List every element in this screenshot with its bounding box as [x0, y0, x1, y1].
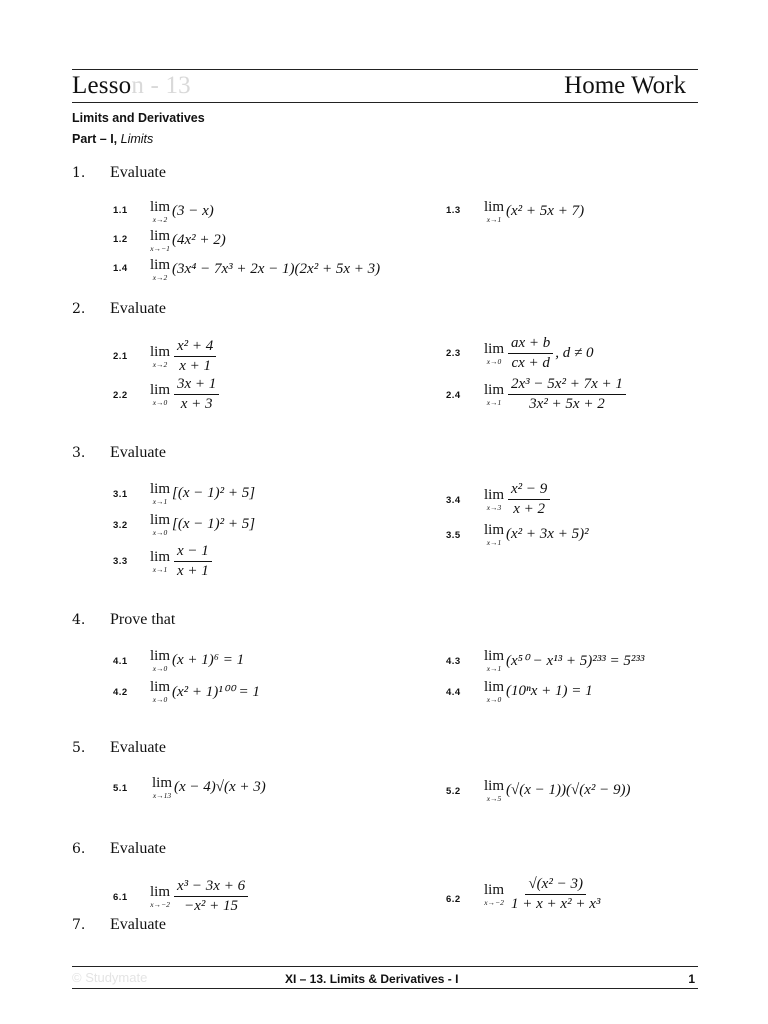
expression: (4x² + 2) [172, 232, 226, 249]
problem-1-3 [484, 200, 584, 224]
subtitle: Limits and Derivatives [72, 111, 205, 125]
expression: (√(x − 1))(√(x² − 9)) [506, 782, 631, 799]
problem-number: 5.2 [446, 786, 461, 797]
problem-6-2 [484, 876, 605, 914]
problem-number: 4.1 [113, 656, 128, 667]
problem-3-3 [150, 543, 214, 581]
problem-3-4 [484, 481, 552, 519]
limit-operator: lim x→−2 [150, 884, 171, 909]
question-number: 5. [72, 740, 86, 756]
limit-operator: lim x→5 [484, 778, 505, 803]
problem-number: 6.1 [113, 892, 128, 903]
expression: (x² + 5x + 7) [506, 203, 585, 220]
question-text: Evaluate [110, 916, 166, 933]
limit-operator: lim x→1 [484, 199, 505, 224]
problem-number: 2.1 [113, 351, 128, 362]
question-text: Evaluate [110, 840, 166, 857]
problem-number: 2.3 [446, 348, 461, 359]
expression: (x − 4)√(x + 3) [174, 779, 266, 796]
footer-top-rule [72, 966, 698, 967]
limit-operator: lim x→1 [484, 382, 505, 407]
problem-number: 4.3 [446, 656, 461, 667]
expression: (10ⁿx + 1) = 1 [506, 683, 593, 700]
problem-number: 2.2 [113, 390, 128, 401]
question-text: Evaluate [110, 300, 166, 317]
problem-4-4 [484, 680, 593, 704]
problem-number: 1.1 [113, 205, 128, 216]
footer-bottom-rule [72, 988, 698, 989]
problem-2-3 [484, 335, 594, 373]
limit-operator: lim x→0 [150, 382, 171, 407]
fraction: $\frac{x - 1}{x + 1}$ [174, 543, 212, 581]
fraction: $\frac{ax + b}{cx + d}$ [508, 335, 553, 373]
footer-watermark: © Studymate [72, 970, 148, 985]
footer-title: XI – 13. Limits & Derivatives - I [285, 972, 459, 986]
problem-number: 2.4 [446, 390, 461, 401]
problem-3-1 [150, 482, 255, 506]
expression: [(x − 1)² + 5] [172, 516, 256, 533]
problem-4-3 [484, 649, 644, 673]
problem-4-1 [150, 649, 244, 673]
limit-operator: lim x→3 [484, 487, 505, 512]
lesson-title-faded: n - 13 [131, 72, 191, 99]
question-number: 6. [72, 841, 86, 857]
part-label [72, 132, 153, 146]
expression: (x² + 1)¹⁰⁰ = 1 [172, 684, 260, 701]
problem-5-1 [152, 776, 266, 800]
fraction: $\frac{\text{2x³ − 5x² + 7x + 1}}{\text{3x² + 5x + 2}}$ [508, 376, 626, 414]
problem-number: 4.4 [446, 687, 461, 698]
limit-operator: lim x→2 [150, 257, 171, 282]
header-top-rule [72, 69, 698, 70]
problem-2-2 [150, 376, 221, 414]
expression: (x² + 3x + 5)² [506, 526, 589, 543]
problem-number: 1.4 [113, 263, 128, 274]
limit-operator: lim x→0 [484, 341, 505, 366]
expression: [(x − 1)² + 5] [172, 485, 256, 502]
problem-2-4 [484, 376, 628, 414]
question-text: Evaluate [110, 739, 166, 756]
problem-number: 3.5 [446, 530, 461, 541]
expression: (x + 1)⁶ = 1 [172, 652, 245, 669]
question-number: 7. [72, 917, 86, 933]
limit-operator: lim x→2 [150, 199, 171, 224]
problem-3-2 [150, 513, 255, 537]
question-number: 4. [72, 612, 86, 628]
question-number: 3. [72, 445, 86, 461]
limit-operator: lim x→0 [150, 679, 171, 704]
lesson-title [72, 72, 191, 100]
problem-6-1 [150, 878, 250, 916]
limit-operator: lim x→2 [150, 344, 171, 369]
fraction: $\frac{3x + 1}{x + 3}$ [174, 376, 219, 414]
limit-operator: lim x→13 [152, 775, 173, 800]
problem-1-1 [150, 200, 214, 224]
problem-1-4 [150, 258, 380, 282]
problem-2-1 [150, 338, 218, 376]
problem-number: 4.2 [113, 687, 128, 698]
limit-operator: lim x→0 [484, 679, 505, 704]
question-text: Evaluate [110, 164, 166, 181]
header-bottom-rule [72, 102, 698, 103]
problem-1-2 [150, 229, 226, 253]
lesson-title-text: Lesso [72, 72, 132, 99]
limit-operator: lim x→0 [150, 512, 171, 537]
expression: (3 − x) [172, 203, 214, 220]
limit-operator: lim x→1 [484, 648, 505, 673]
question-text: Evaluate [110, 444, 166, 461]
problem-number: 3.2 [113, 520, 128, 531]
problem-number: 5.1 [113, 783, 128, 794]
problem-number: 6.2 [446, 894, 461, 905]
question-text: Prove that [110, 611, 176, 628]
limit-operator: lim x→1 [150, 481, 171, 506]
fraction: $\frac{\text{√(x² − 3)}}{\text{1 + x + x² + x³}}$ [511, 876, 601, 913]
homework-title: Home Work [564, 72, 686, 99]
part-label-text: Part – I, [72, 132, 121, 146]
limit-operator: lim x→−1 [150, 228, 171, 253]
problem-number: 1.2 [113, 234, 128, 245]
limit-operator: lim x→−2 [484, 882, 505, 907]
problem-number: 1.3 [446, 205, 461, 216]
problem-5-2 [484, 779, 631, 803]
limit-operator: lim x→0 [150, 648, 171, 673]
expression: (x⁵⁰ − x¹³ + 5)²³³ = 5²³³ [506, 653, 645, 670]
expression: (3x⁴ − 7x³ + 2x − 1)(2x² + 5x + 3) [172, 261, 381, 278]
part-label-italic: Limits [120, 132, 154, 146]
fraction: $\frac{\text{x² + 4}}{x + 1}$ [174, 338, 216, 376]
question-number: 2. [72, 301, 86, 317]
fraction: $\frac{\text{x² − 9}}{x + 2}$ [508, 481, 550, 519]
problem-number: 3.4 [446, 495, 461, 506]
problem-number: 3.3 [113, 556, 128, 567]
condition: , d ≠ 0 [555, 345, 594, 362]
fraction: $\frac{\text{x³ − 3x + 6}}{\text{−x² + 15}}$ [174, 878, 248, 916]
page-number: 1 [688, 972, 695, 986]
limit-operator: lim x→1 [150, 549, 171, 574]
problem-number: 3.1 [113, 489, 128, 500]
limit-operator: lim x→1 [484, 522, 505, 547]
question-number: 1. [72, 165, 86, 181]
problem-3-5 [484, 523, 589, 547]
problem-4-2 [150, 680, 260, 704]
